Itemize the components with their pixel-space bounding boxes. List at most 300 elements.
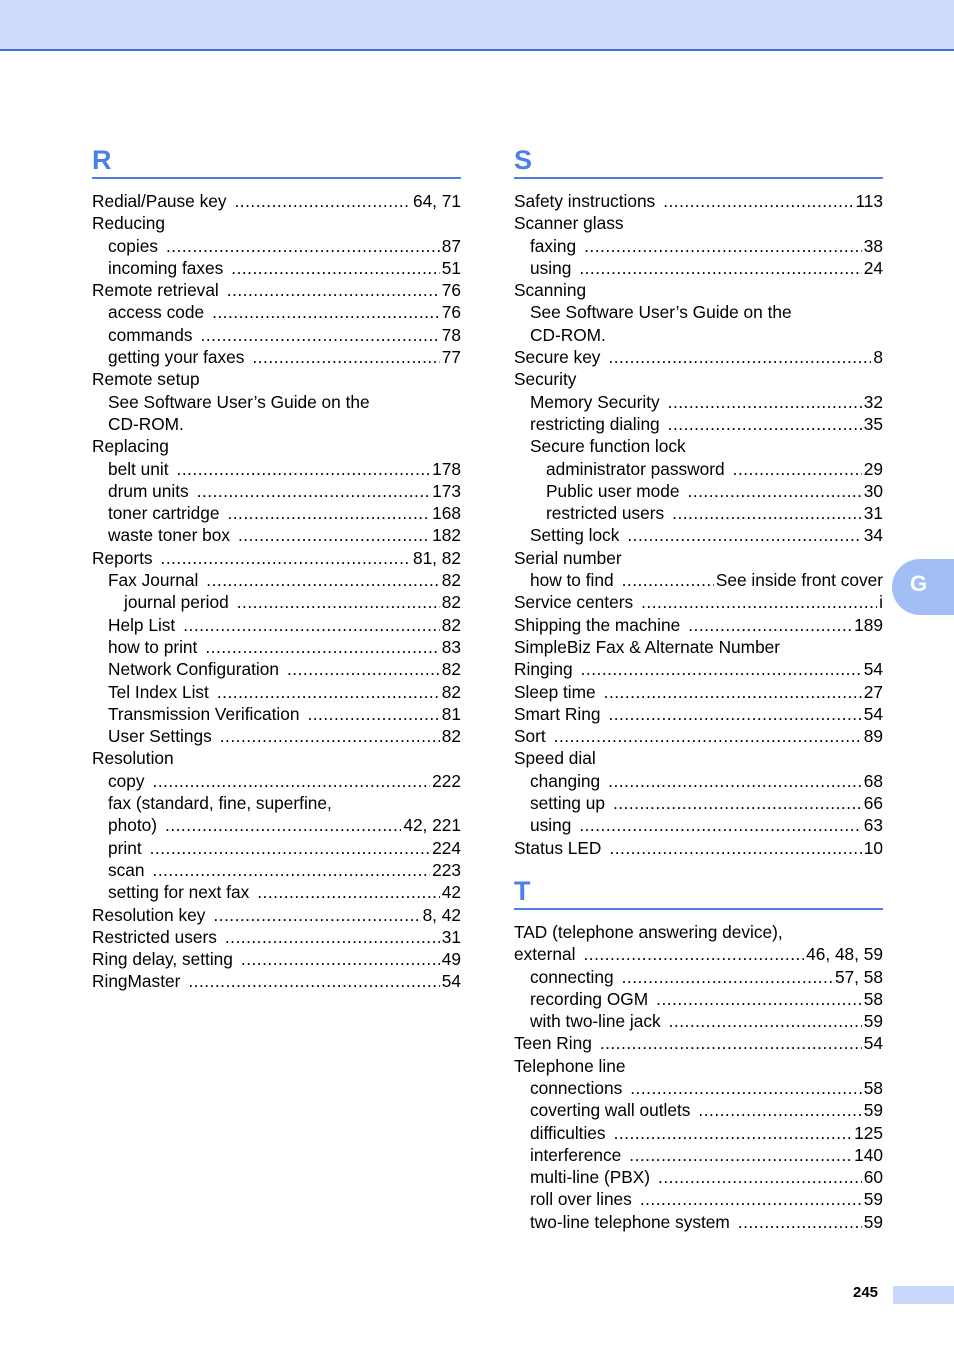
- page-reference: 34: [863, 525, 883, 546]
- dot-leader: [668, 391, 862, 413]
- dot-leader: [238, 524, 430, 546]
- page-reference: 54: [441, 971, 461, 992]
- index-term: Transmission Verification: [108, 703, 300, 724]
- index-entry: [514, 1077, 883, 1099]
- dot-leader: [206, 569, 439, 591]
- index-entry: [514, 480, 883, 502]
- page-reference: 81, 82: [412, 547, 461, 568]
- dot-leader: [205, 636, 439, 658]
- index-entry: [514, 792, 883, 814]
- index-entry: [514, 1122, 883, 1144]
- index-term: incoming faxes: [108, 257, 224, 278]
- index-entry: [92, 346, 461, 368]
- index-entry: [514, 413, 883, 435]
- dot-leader: [581, 658, 862, 680]
- index-term: copies: [108, 235, 158, 256]
- index-entry: [514, 770, 883, 792]
- index-entry: [92, 904, 461, 926]
- dot-leader: [698, 1099, 861, 1121]
- dot-leader: [197, 480, 430, 502]
- index-term: Help List: [108, 614, 176, 635]
- dot-leader: [212, 301, 440, 323]
- index-entry: [92, 859, 461, 881]
- index-term: Speed dial: [514, 748, 596, 769]
- index-term: belt unit: [108, 458, 169, 479]
- dot-leader: [166, 235, 440, 257]
- section-r-entries: [92, 190, 461, 993]
- dot-leader: [165, 814, 401, 836]
- index-entry: [514, 346, 883, 368]
- chapter-tab-label: G: [910, 571, 928, 596]
- index-entry: [514, 988, 883, 1010]
- page-reference: 82: [441, 659, 461, 680]
- index-entry: [514, 725, 883, 747]
- index-entry: [92, 837, 461, 859]
- page-reference: 57, 58: [834, 966, 883, 987]
- index-entry: [514, 547, 883, 569]
- index-column-right: [514, 143, 883, 1233]
- dot-leader: [227, 279, 440, 301]
- index-entry: [514, 235, 883, 257]
- page-number: 245: [853, 1284, 879, 1301]
- page-reference: 46, 48, 59: [806, 944, 883, 965]
- page-reference: 81: [441, 703, 461, 724]
- index-term: Resolution: [92, 748, 174, 769]
- index-term: with two-line jack: [530, 1011, 661, 1032]
- section-letter-t: T: [514, 875, 531, 906]
- index-entry: [92, 948, 461, 970]
- page-reference: 173: [432, 480, 461, 501]
- index-term: scan: [108, 859, 145, 880]
- index-entry: [92, 502, 461, 524]
- index-entry: [514, 614, 883, 636]
- page-reference: 51: [441, 257, 461, 278]
- dot-leader: [733, 458, 862, 480]
- dot-leader: [307, 703, 439, 725]
- index-term: Serial number: [514, 547, 622, 568]
- index-entry: [92, 703, 461, 725]
- page-reference: 82: [441, 681, 461, 702]
- dot-leader: [672, 502, 862, 524]
- index-entry: [92, 814, 461, 836]
- index-entry: [92, 970, 461, 992]
- index-entry: [92, 881, 461, 903]
- dot-leader: [584, 235, 862, 257]
- page-reference: 140: [854, 1144, 883, 1165]
- index-term: Secure key: [514, 347, 601, 368]
- index-term: See Software User’s Guide on the: [108, 391, 370, 412]
- chapter-tab: [892, 559, 954, 615]
- page-reference: 24: [863, 257, 883, 278]
- index-entry: [514, 747, 883, 769]
- index-entry: [92, 301, 461, 323]
- index-entry: [92, 212, 461, 234]
- page-reference: 27: [863, 681, 883, 702]
- index-entry: [92, 658, 461, 680]
- index-term: Public user mode: [546, 480, 680, 501]
- index-term: Shipping the machine: [514, 614, 681, 635]
- dot-leader: [614, 1122, 853, 1144]
- index-entry: [92, 458, 461, 480]
- index-term: Secure function lock: [530, 436, 686, 457]
- index-term: toner cartridge: [108, 503, 220, 524]
- page-reference: 178: [432, 458, 461, 479]
- index-entry: [514, 1144, 883, 1166]
- page-reference: 189: [854, 614, 883, 635]
- index-entry: [92, 413, 461, 435]
- index-entry: [514, 324, 883, 346]
- index-term: CD-ROM.: [108, 413, 184, 434]
- dot-leader: [630, 1077, 862, 1099]
- page-reference: 35: [863, 413, 883, 434]
- index-term: using: [530, 257, 572, 278]
- index-entry: [92, 636, 461, 658]
- index-term: Remote setup: [92, 369, 200, 390]
- page-reference: 54: [863, 703, 883, 724]
- index-term: Redial/Pause key: [92, 191, 227, 211]
- index-entry: [514, 1032, 883, 1054]
- section-rule: [514, 177, 883, 179]
- index-entry: [514, 257, 883, 279]
- page-reference: 82: [441, 726, 461, 747]
- index-term: restricted users: [546, 503, 665, 524]
- dot-leader: [627, 524, 861, 546]
- index-term: TAD (telephone answering device),: [514, 921, 783, 942]
- index-term: Sleep time: [514, 681, 596, 702]
- dot-leader: [668, 413, 862, 435]
- dot-leader: [554, 725, 862, 747]
- page-reference: i: [879, 592, 883, 613]
- dot-leader: [217, 681, 440, 703]
- dot-leader: [257, 881, 440, 903]
- dot-leader: [183, 614, 440, 636]
- page-reference: 59: [863, 1211, 883, 1232]
- page-reference: 42: [441, 882, 461, 903]
- index-entry: [514, 1211, 883, 1233]
- page-reference: 63: [863, 815, 883, 836]
- page-reference: 222: [432, 770, 461, 791]
- dot-leader: [622, 966, 833, 988]
- page-reference: 38: [863, 235, 883, 256]
- index-entry: [92, 480, 461, 502]
- dot-leader: [738, 1211, 862, 1233]
- dot-leader: [579, 814, 861, 836]
- index-term: Status LED: [514, 837, 602, 858]
- index-entry: [92, 614, 461, 636]
- page-reference: 82: [441, 614, 461, 635]
- dot-leader: [161, 547, 411, 569]
- index-term: Smart Ring: [514, 703, 601, 724]
- index-entry: [92, 279, 461, 301]
- index-term: copy: [108, 770, 145, 791]
- index-entry: [92, 368, 461, 390]
- index-term: Ringing: [514, 659, 573, 680]
- index-term: two-line telephone system: [530, 1211, 730, 1232]
- index-entry: [514, 391, 883, 413]
- index-entry: [514, 569, 883, 591]
- dot-leader: [188, 970, 439, 992]
- index-entry: [514, 301, 883, 323]
- index-term: setting up: [530, 793, 605, 814]
- page-reference: 8, 42: [422, 904, 461, 925]
- page-reference: 224: [432, 837, 461, 858]
- index-term: Ring delay, setting: [92, 949, 233, 970]
- index-entry: [514, 1055, 883, 1077]
- index-entry: [92, 524, 461, 546]
- page-reference: 29: [863, 458, 883, 479]
- page-reference: 82: [441, 592, 461, 613]
- index-entry: [514, 681, 883, 703]
- index-entry: [514, 943, 883, 965]
- page-reference: 64, 71: [412, 191, 461, 211]
- page-reference: 32: [863, 391, 883, 412]
- dot-leader: [640, 1188, 862, 1210]
- index-entry: [514, 458, 883, 480]
- dot-leader: [600, 1032, 862, 1054]
- page-reference: 58: [863, 988, 883, 1009]
- index-term: Service centers: [514, 592, 634, 613]
- dot-leader: [608, 770, 862, 792]
- page-reference: 59: [863, 1011, 883, 1032]
- index-term: User Settings: [108, 726, 212, 747]
- index-entry: [514, 212, 883, 234]
- index-entry: [92, 257, 461, 279]
- index-entry: [514, 1010, 883, 1032]
- index-term: Setting lock: [530, 525, 620, 546]
- section-rule: [92, 177, 461, 179]
- index-entry: [514, 921, 883, 943]
- index-entry: [514, 524, 883, 546]
- page-reference: 77: [441, 347, 461, 368]
- index-entry: [514, 190, 883, 212]
- index-term: Resolution key: [92, 904, 206, 925]
- dot-leader: [201, 324, 440, 346]
- index-term: Restricted users: [92, 926, 217, 947]
- index-entry: [92, 792, 461, 814]
- section-letter-s: S: [514, 145, 533, 175]
- page-reference: 49: [441, 949, 461, 970]
- index-entry: [92, 324, 461, 346]
- index-entry: [92, 235, 461, 257]
- index-entry: [92, 547, 461, 569]
- index-term: SimpleBiz Fax & Alternate Number: [514, 636, 781, 657]
- page-reference: 30: [863, 480, 883, 501]
- index-term: connecting: [530, 966, 614, 987]
- page-reference: 10: [863, 837, 883, 858]
- page-reference: 68: [863, 770, 883, 791]
- section-rule: [514, 908, 883, 910]
- index-term: CD-ROM.: [530, 324, 606, 345]
- page-reference: 83: [441, 636, 461, 657]
- index-term: interference: [530, 1144, 622, 1165]
- index-term: connections: [530, 1077, 623, 1098]
- dot-leader: [177, 458, 431, 480]
- dot-leader: [579, 257, 861, 279]
- page-reference: 113: [855, 191, 883, 211]
- section-t-entries: [514, 921, 883, 1233]
- page-reference: 87: [441, 235, 461, 256]
- index-term: using: [530, 815, 572, 836]
- page-number-bar: [893, 1286, 954, 1304]
- index-term: Security: [514, 369, 577, 390]
- index-term: Sort: [514, 726, 546, 747]
- index-term: Safety instructions: [514, 191, 656, 211]
- dot-leader: [241, 948, 440, 970]
- index-entry: [514, 1099, 883, 1121]
- index-term: recording OGM: [530, 988, 649, 1009]
- index-entry: [514, 368, 883, 390]
- index-term: Network Configuration: [108, 659, 279, 680]
- index-term: access code: [108, 302, 205, 323]
- index-term: Replacing: [92, 436, 169, 457]
- index-entry: [514, 658, 883, 680]
- index-entry: [514, 1166, 883, 1188]
- section-s-entries: [514, 190, 883, 859]
- page-reference: 31: [863, 503, 883, 524]
- index-term: how to find: [530, 570, 614, 591]
- index-term: changing: [530, 770, 601, 791]
- index-term: getting your faxes: [108, 347, 245, 368]
- index-term: roll over lines: [530, 1189, 632, 1210]
- page-reference: 168: [432, 503, 461, 524]
- page-reference: 60: [863, 1167, 883, 1188]
- index-term: external: [514, 944, 576, 965]
- index-term: fax (standard, fine, superfine,: [108, 793, 332, 814]
- index-entry: [514, 636, 883, 658]
- dot-leader: [287, 658, 440, 680]
- index-entry: [92, 591, 461, 613]
- index-term: Telephone line: [514, 1055, 626, 1076]
- index-term: Reports: [92, 547, 153, 568]
- index-entry: [92, 569, 461, 591]
- page-reference: 58: [863, 1077, 883, 1098]
- index-entry: [92, 391, 461, 413]
- index-term: how to print: [108, 636, 198, 657]
- index-term: multi-line (PBX): [530, 1167, 651, 1188]
- dot-leader: [641, 591, 877, 613]
- index-term: Scanner glass: [514, 213, 624, 234]
- page-reference: 31: [441, 926, 461, 947]
- index-term: RingMaster: [92, 971, 181, 992]
- dot-leader: [658, 1166, 862, 1188]
- dot-leader: [656, 988, 862, 1010]
- index-entry: [514, 1188, 883, 1210]
- index-entry: [92, 725, 461, 747]
- index-term: Reducing: [92, 213, 166, 234]
- dot-leader: [608, 346, 871, 368]
- dot-leader: [583, 943, 804, 965]
- page-reference: 8: [873, 347, 883, 368]
- dot-leader: [669, 1010, 862, 1032]
- index-term: Tel Index List: [108, 681, 209, 702]
- dot-leader: [663, 190, 853, 212]
- header-band: [0, 0, 954, 51]
- dot-leader: [604, 681, 862, 703]
- index-term: coverting wall outlets: [530, 1100, 691, 1121]
- index-term: setting for next fax: [108, 882, 250, 903]
- index-entry: [514, 279, 883, 301]
- dot-leader: [613, 792, 862, 814]
- dot-leader: [213, 904, 420, 926]
- dot-leader: [220, 725, 440, 747]
- index-entry: [92, 926, 461, 948]
- index-term: drum units: [108, 480, 189, 501]
- dot-leader: [622, 569, 714, 591]
- index-term: Scanning: [514, 280, 587, 301]
- dot-leader: [237, 591, 440, 613]
- section-letter-r: R: [92, 145, 112, 175]
- index-entry: [514, 966, 883, 988]
- index-term: print: [108, 837, 142, 858]
- page-reference: 59: [863, 1100, 883, 1121]
- dot-leader: [688, 614, 852, 636]
- dot-leader: [235, 190, 411, 212]
- dot-leader: [153, 859, 431, 881]
- index-term: Memory Security: [530, 391, 660, 412]
- page-reference: 54: [863, 1033, 883, 1054]
- index-entry: [92, 435, 461, 457]
- page-reference: 76: [441, 302, 461, 323]
- index-term: waste toner box: [108, 525, 230, 546]
- index-term: difficulties: [530, 1122, 606, 1143]
- page-reference: See inside front cover: [715, 570, 883, 591]
- page-reference: 223: [432, 859, 461, 880]
- index-term: journal period: [124, 592, 229, 613]
- page-reference: 59: [863, 1189, 883, 1210]
- dot-leader: [252, 346, 439, 368]
- page-reference: 42, 221: [403, 815, 461, 836]
- index-entry: [92, 681, 461, 703]
- dot-leader: [629, 1144, 852, 1166]
- page-reference: 89: [863, 726, 883, 747]
- dot-leader: [227, 502, 430, 524]
- dot-leader: [153, 770, 431, 792]
- index-entry: [514, 814, 883, 836]
- page-reference: 54: [863, 659, 883, 680]
- dot-leader: [150, 837, 431, 859]
- dot-leader: [609, 837, 861, 859]
- page-reference: 78: [441, 324, 461, 345]
- dot-leader: [225, 926, 440, 948]
- page-reference: 182: [432, 525, 461, 546]
- page-reference: 82: [441, 570, 461, 591]
- dot-leader: [688, 480, 862, 502]
- index-entry: [514, 837, 883, 859]
- index-term: photo): [108, 815, 158, 836]
- index-term: faxing: [530, 235, 577, 256]
- index-entry: [514, 703, 883, 725]
- index-entry: [92, 770, 461, 792]
- index-term: See Software User’s Guide on the: [530, 302, 792, 323]
- index-term: Fax Journal: [108, 570, 199, 591]
- dot-leader: [608, 703, 861, 725]
- index-term: Teen Ring: [514, 1033, 592, 1054]
- index-term: commands: [108, 324, 193, 345]
- index-term: restricting dialing: [530, 413, 660, 434]
- dot-leader: [231, 257, 440, 279]
- page-reference: 76: [441, 280, 461, 301]
- index-column-left: [92, 143, 461, 993]
- index-entry: [92, 747, 461, 769]
- index-entry: [514, 435, 883, 457]
- index-term: Remote retrieval: [92, 280, 219, 301]
- page-reference: 125: [854, 1122, 883, 1143]
- index-entry: [514, 502, 883, 524]
- page-reference: 66: [863, 793, 883, 814]
- index-entry: [514, 591, 883, 613]
- index-term: administrator password: [546, 458, 725, 479]
- index-entry: [92, 190, 461, 212]
